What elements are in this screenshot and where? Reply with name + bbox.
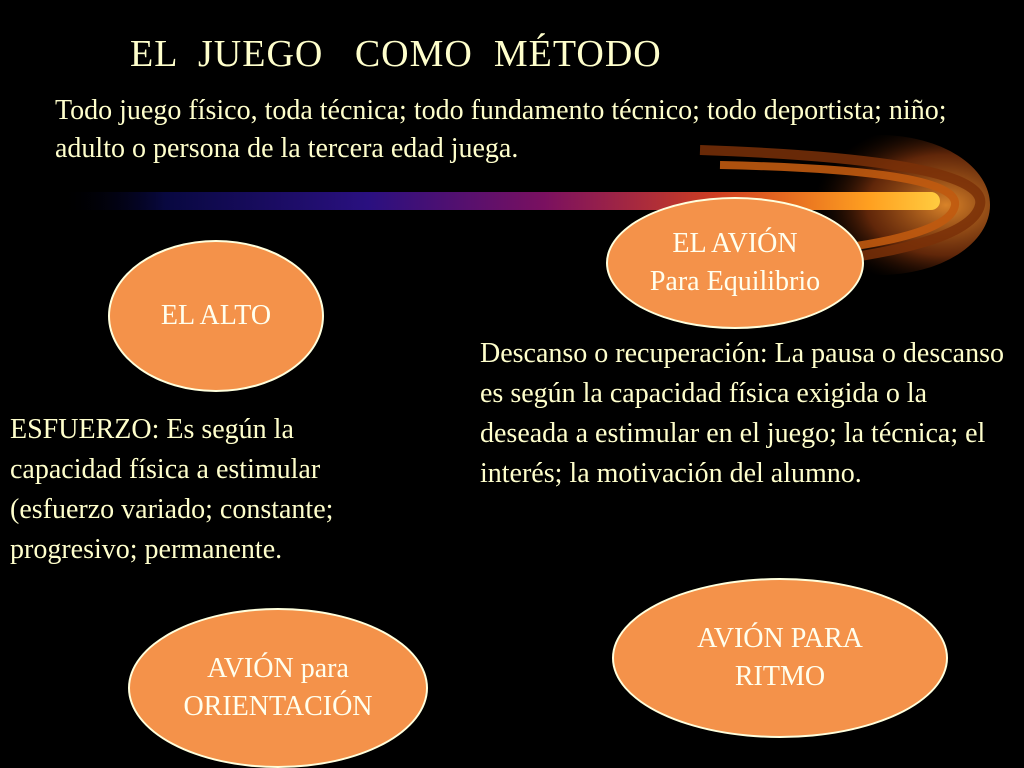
descanso-text: Descanso o recuperación: La pausa o descanso es según la capacidad física exigida o la deseada a estimular en el juego; la técnica; el interés; la motivación del alumno. (480, 338, 1005, 489)
node-el-avion (606, 197, 864, 329)
node-avion-ritmo-line2: RITMO (734, 661, 826, 692)
node-avion-orientacion-line2: ORIENTACIÓN (183, 691, 373, 722)
node-el-alto (108, 240, 324, 392)
slide-title: EL JUEGO COMO MÉTODO (130, 33, 662, 75)
intro-text: Todo juego físico, toda técnica; todo fundamento técnico; todo deportista; niño; adulto o persona de la tercera edad juega. (55, 95, 947, 164)
node-el-avion-line2: Para Equilibrio (649, 266, 821, 297)
node-el-avion-line1: EL AVIÓN (672, 228, 798, 259)
node-avion-orientacion (128, 608, 428, 768)
node-el-alto-label: EL ALTO (160, 300, 272, 331)
node-avion-ritmo-line1: AVIÓN PARA (697, 623, 863, 654)
node-avion-ritmo (612, 578, 948, 738)
node-avion-orientacion-line1: AVIÓN para (207, 653, 349, 684)
esfuerzo-text: ESFUERZO: Es según la capacidad física a estimular (esfuerzo variado; constante; progresivo; permanente. (10, 414, 334, 565)
